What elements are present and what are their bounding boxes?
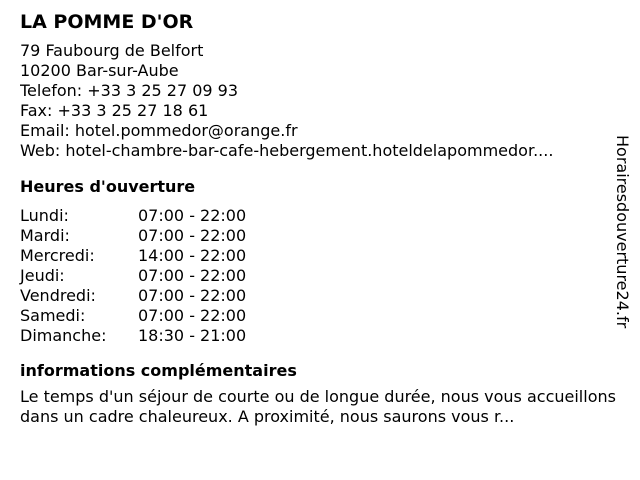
hours-row <box>20 286 246 306</box>
hours-row <box>20 226 246 246</box>
email-line: Email: hotel.pommedor@orange.fr <box>20 121 298 140</box>
day-hours: 14:00 - 22:00 <box>138 246 247 265</box>
city-address: 10200 Bar-sur-Aube <box>20 61 179 80</box>
day-hours: 07:00 - 22:00 <box>138 306 247 325</box>
day-hours: 07:00 - 22:00 <box>138 226 247 245</box>
hours-row <box>20 266 246 286</box>
day-label: Mardi: <box>20 226 70 245</box>
hours-heading: Heures d'ouverture <box>20 177 196 196</box>
day-label: Vendredi: <box>20 286 96 305</box>
business-card <box>20 10 616 427</box>
phone-line: Telefon: +33 3 25 27 09 93 <box>20 81 239 100</box>
site-watermark: Horairesdouverture24.fr <box>613 135 632 329</box>
hours-row <box>20 306 246 326</box>
fax-line: Fax: +33 3 25 27 18 61 <box>20 101 209 120</box>
hours-row <box>20 206 246 226</box>
business-name: LA POMME D'OR <box>20 11 194 33</box>
day-label: Dimanche: <box>20 326 107 345</box>
day-hours: 18:30 - 21:00 <box>138 326 247 345</box>
day-label: Lundi: <box>20 206 69 225</box>
day-label: Samedi: <box>20 306 86 325</box>
info-text: Le temps d'un séjour de courte ou de longue durée, nous vous accueillons dans un cadre chaleureux. A proximité, nous saurons vous r... <box>20 387 616 426</box>
day-hours: 07:00 - 22:00 <box>138 266 247 285</box>
day-hours: 07:00 - 22:00 <box>138 286 247 305</box>
day-hours: 07:00 - 22:00 <box>138 206 247 225</box>
street-address: 79 Faubourg de Belfort <box>20 41 204 60</box>
day-label: Mercredi: <box>20 246 95 265</box>
hours-row <box>20 246 246 266</box>
hours-table <box>20 206 246 346</box>
day-label: Jeudi: <box>20 266 65 285</box>
web-line: Web: hotel-chambre-bar-cafe-hebergement.hoteldelapommedor.... <box>20 141 554 160</box>
hours-row <box>20 326 246 346</box>
info-heading: informations complémentaires <box>20 361 297 380</box>
